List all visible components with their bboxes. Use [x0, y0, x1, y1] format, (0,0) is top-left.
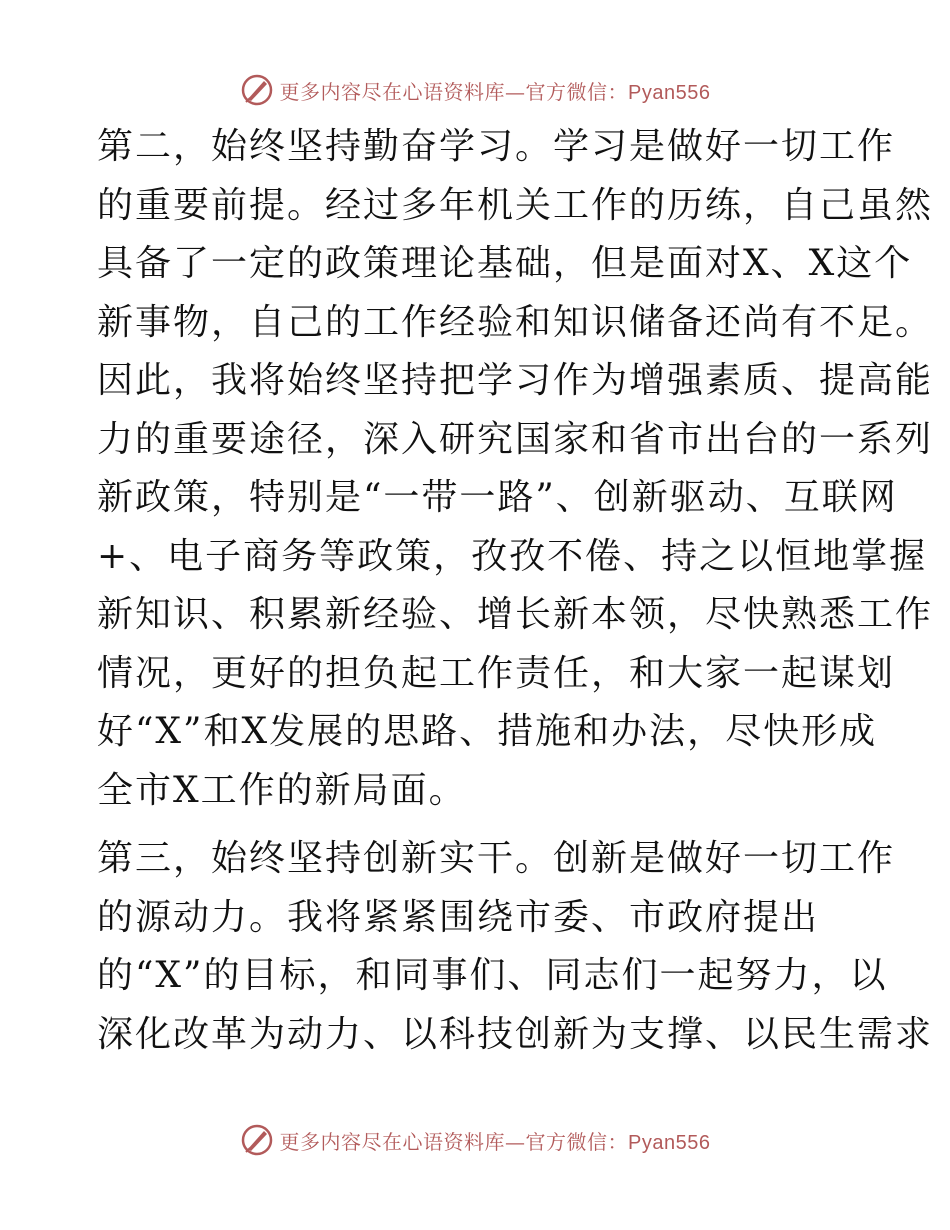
text-line: 好“X”和X发展的思路、措施和办法，尽快形成 — [97, 711, 878, 752]
quill-logo-icon — [240, 1123, 274, 1157]
text-line: 情况，更好的担负起工作责任，和大家一起谋划 — [97, 652, 896, 694]
watermark-separator: — — [505, 79, 526, 104]
watermark-separator: — — [505, 1129, 526, 1154]
text-line: 的源动力。我将紧紧围绕市委、市政府提出 — [97, 896, 820, 938]
text-line: 新政策，特别是“一带一路”、创新驱动、互联网 — [97, 477, 898, 518]
watermark-id: Pyan556 — [628, 81, 711, 104]
text-line: 深化改革为动力、以科技创新为支撑、以民生需求 — [97, 1013, 934, 1055]
header-watermark — [0, 70, 950, 110]
paragraph-1 — [97, 118, 934, 820]
text-line: 的“X”的目标，和同事们、同志们一起努力，以 — [97, 955, 888, 996]
watermark-id: Pyan556 — [628, 1131, 711, 1154]
watermark-text-cn: 更多内容尽在心语资料库 — [279, 79, 506, 104]
text-line: 新知识、积累新经验、增长新本领，尽快熟悉工作 — [97, 594, 934, 635]
watermark-text-cn: 更多内容尽在心语资料库 — [279, 1129, 506, 1154]
text-line: 的重要前提。经过多年机关工作的历练，自己虽然 — [97, 184, 934, 226]
text-line: 新事物，自己的工作经验和知识储备还尚有不足。 — [97, 301, 934, 343]
text-line: 力的重要途径，深入研究国家和省市出台的一系列 — [97, 418, 934, 460]
watermark-official: 官方微信： — [525, 1129, 629, 1154]
text-line: 全市X工作的新局面。 — [97, 769, 467, 811]
document-body — [97, 118, 934, 1064]
text-line: 第三，始终坚持创新实干。创新是做好一切工作 — [97, 838, 896, 879]
quill-logo-icon — [240, 73, 274, 107]
text-line: 第二，始终坚持勤奋学习。学习是做好一切工作 — [97, 126, 896, 167]
text-line: 具备了一定的政策理论基础，但是面对X、X这个 — [97, 243, 913, 284]
watermark-official: 官方微信： — [525, 79, 629, 104]
paragraph-2 — [97, 830, 934, 1064]
footer-watermark — [0, 1120, 950, 1160]
text-line: +、电子商务等政策，孜孜不倦、持之以恒地掌握 — [97, 535, 928, 577]
text-line: 因此，我将始终坚持把学习作为增强素质、提高能 — [97, 360, 934, 401]
